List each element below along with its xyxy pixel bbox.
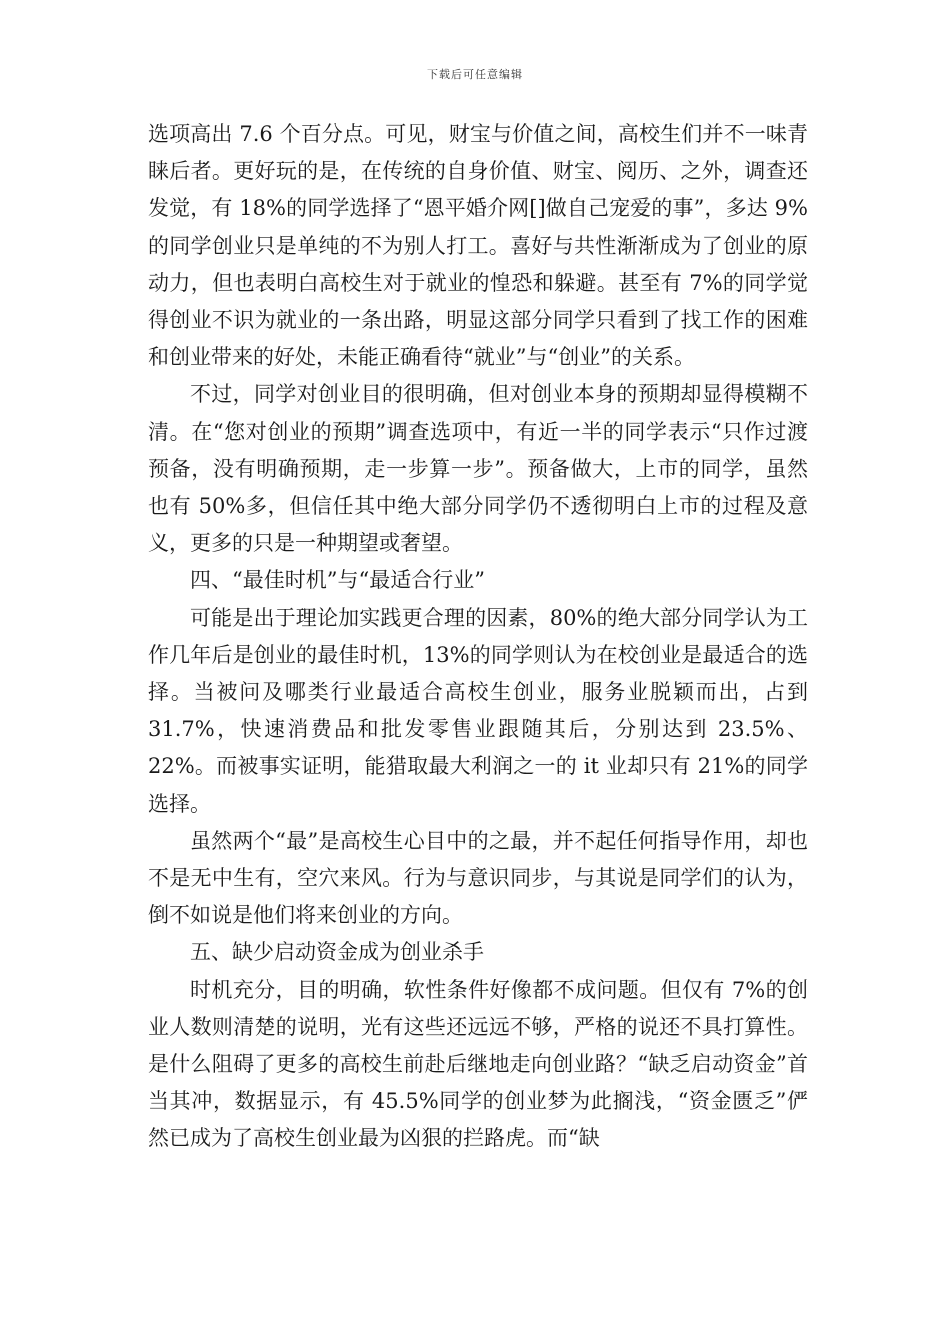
section-heading-4: 四、“最佳时机”与“最适合行业” — [190, 568, 485, 593]
paragraph-1: 选项高出 7.6 个百分点。可见，财宝与价值之间，高校生们并不一味青睐后者。更好玩的是，在传统的自身价值、财宝、阅历、之外，调查还发觉，有 18%的同学选择了“恩平婚介网[]做自己宠爱的事”，多达 9%的同学创业只是单纯的不为别人打工。喜好与共性渐渐成为了创业的原动力，但也表明白高校生对于就业的惶恐和躲避。甚至有 7%的同学觉得创业不识为就业的一条出路，明显这部分同学只看到了找工作的困难和创业带来的好处，未能正确看待“就业”与“创业”的关系。 — [148, 122, 808, 370]
paragraph-5: 时机充分，目的明确，软性条件好像都不成问题。但仅有 7%的创业人数则清楚的说明，光有这些还远远不够，严格的说还不具打算性。是什么阻碍了更多的高校生前赴后继地走向创业路？“缺乏启动资金”首当其冲，数据显示，有 45.5%同学的创业梦为此搁浅，“资金匮乏”俨然已成为了高校生创业最为凶狠的拦路虎。而“缺 — [148, 977, 808, 1151]
paragraph-2: 不过，同学对创业目的很明确，但对创业本身的预期却显得模糊不清。在“您对创业的预期”调查选项中，有近一半的同学表示“只作过渡预备，没有明确预期，走一步算一步”。预备做大，上市的同学，虽然也有 50%多，但信任其中绝大部分同学仍不透彻明白上市的过程及意义，更多的只是一种期望或奢望。 — [148, 382, 808, 556]
page-header-note: 下载后可任意编辑 — [427, 68, 523, 81]
paragraph-3: 可能是出于理论加实践更合理的因素，80%的绝大部分同学认为工作几年后是创业的最佳时机，13%的同学则认为在校创业是最适合的选择。当被问及哪类行业最适合高校生创业，服务业脱颖而出，占到 31.7%，快速消费品和批发零售业跟随其后，分别达到 23.5%、22%。而被事实证明，能猎取最大利润之一的 it 业却只有 21%的同学选择。 — [148, 605, 808, 816]
section-heading-5: 五、缺少启动资金成为创业杀手 — [190, 940, 484, 965]
paragraph-4: 虽然两个“最”是高校生心目中的之最，并不起任何指导作用，却也不是无中生有，空穴来风。行为与意识同步，与其说是同学们的认为，倒不如说是他们将来创业的方向。 — [148, 828, 808, 928]
document-body — [148, 116, 808, 1158]
